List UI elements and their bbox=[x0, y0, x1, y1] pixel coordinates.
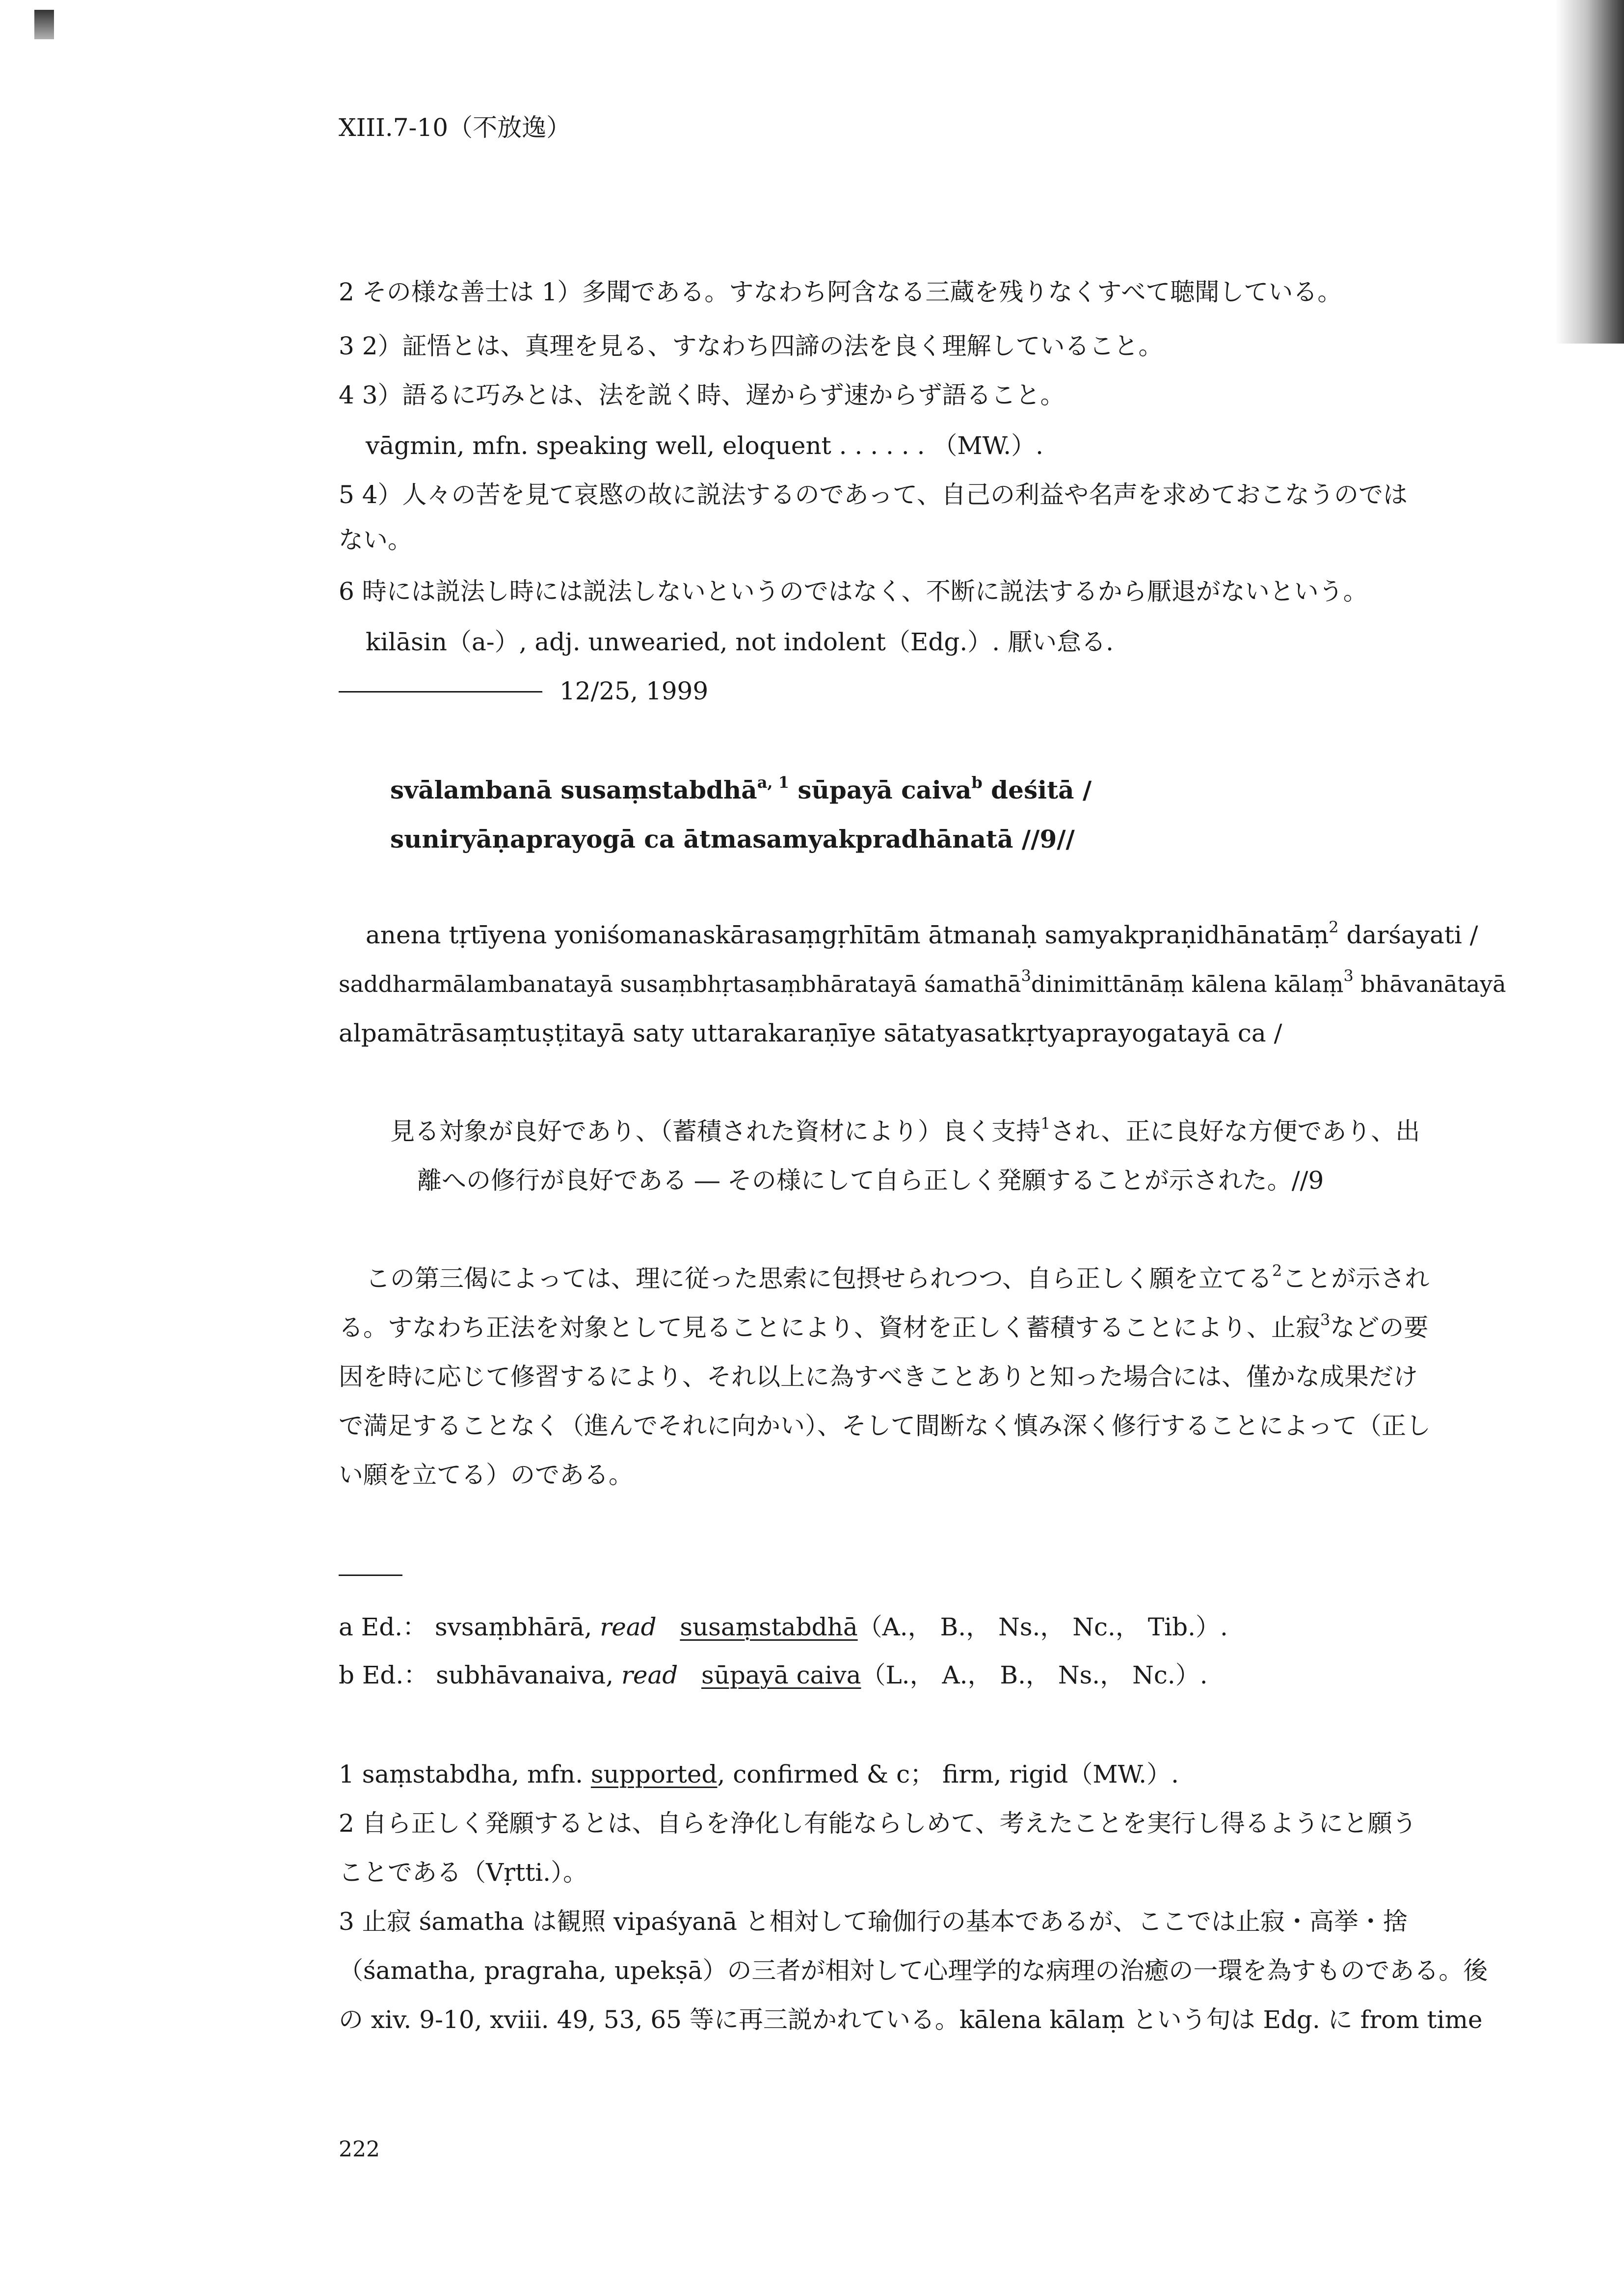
note-5-line-1: 5 4）人々の苦を見て哀愍の故に説法するのであって、自己の利益や名声を求めておこなうのでは bbox=[339, 481, 1408, 509]
date-line: 12/25, 1999 bbox=[559, 677, 709, 705]
explanation-line-1 bbox=[366, 1261, 1430, 1293]
verse-line-1-part-c: deśitā / bbox=[982, 775, 1092, 804]
footnote-b bbox=[339, 1660, 1208, 1690]
note-2: 2 その様な善士は 1）多聞である。すなわち阿含なる三蔵を残りなくすべて聴聞している。 bbox=[339, 278, 1342, 306]
commentary-line-3: alpamātrāsaṃtuṣṭitayā saty uttarakaraṇīye sātatyasatkṛtyaprayogatayā ca / bbox=[339, 1019, 1282, 1047]
note-4-dictionary: vāgmin, mfn. speaking well, eloquent . . . . . . （MW.）. bbox=[366, 431, 1044, 460]
commentary-line-2-sup-1: 3 bbox=[1021, 966, 1031, 985]
commentary-line-2-part-a: saddharmālambanatayā susaṃbhṛtasaṃbhāratayā śamathā bbox=[339, 971, 1021, 997]
explanation-line-3: 因を時に応じて修習するにより、それ以上に為すべきことありと知った場合には、僅かな成果だけ bbox=[339, 1362, 1418, 1391]
footnote-b-read: read bbox=[621, 1661, 678, 1689]
explanation-line-2 bbox=[339, 1310, 1429, 1342]
note-6: 6 時には説法し時には説法しないというのではなく、不断に説法するから厭退がないという。 bbox=[339, 577, 1368, 606]
explanation-line-2-part-a: る。すなわち正法を対象として見ることにより、資材を正しく蓄積することにより、止寂 bbox=[339, 1313, 1320, 1342]
footnote-2-line-2: ことである（Vṛtti.）。 bbox=[339, 1858, 588, 1887]
footnote-1-underlined: supported bbox=[590, 1760, 718, 1789]
translation-line-1-sup: 1 bbox=[1040, 1114, 1051, 1133]
commentary-line-2-part-b: dinimittānāṃ kālena kālaṃ bbox=[1031, 971, 1344, 997]
explanation-line-1-part-a: この第三偈によっては、理に従った思索に包摂せられつつ、自ら正しく願を立てる bbox=[366, 1264, 1272, 1293]
commentary-line-1-part-b: darśayati / bbox=[1338, 921, 1478, 949]
translation-line-1-part-b: され、正に良好な方便であり、出 bbox=[1050, 1117, 1420, 1146]
verse-line-1-sup-a: a, 1 bbox=[757, 773, 789, 792]
footnote-1 bbox=[339, 1760, 1179, 1789]
commentary-line-1 bbox=[366, 920, 1478, 950]
footnote-b-prefix: b Ed.： subhāvanaiva, bbox=[339, 1661, 621, 1689]
commentary-line-1-sup: 2 bbox=[1329, 918, 1339, 936]
verse-line-1-part-a: svālambanā susaṃstabdhā bbox=[390, 775, 757, 804]
verse-line-2: suniryāṇaprayogā ca ātmasamyakpradhānatā //9// bbox=[390, 825, 1075, 854]
footnote-2-line-1: 2 自ら正しく発願するとは、自らを浄化し有能ならしめて、考えたことを実行し得るようにと願う bbox=[339, 1809, 1417, 1838]
footnote-1-prefix: 1 saṃstabdha, mfn. bbox=[339, 1760, 591, 1789]
note-3: 3 2）証悟とは、真理を見る、すなわち四諦の法を良く理解していること。 bbox=[339, 332, 1163, 360]
footnote-1-suffix: , confirmed & c； firm, rigid（MW.）. bbox=[717, 1760, 1179, 1789]
explanation-line-1-sup: 2 bbox=[1272, 1261, 1282, 1280]
footnote-a-reading: susaṃstabdhā bbox=[680, 1613, 858, 1641]
footnote-b-reading: sūpayā caiva bbox=[701, 1661, 861, 1689]
footnote-3-line-1: 3 止寂 śamatha は観照 vipaśyanā と相対して瑜伽行の基本であるが、ここでは止寂・高挙・捨 bbox=[339, 1907, 1408, 1936]
running-head: XIII.7-10（不放逸） bbox=[339, 113, 571, 142]
footnote-a-suffix: （A.， B.， Ns.， Nc.， Tib.）. bbox=[857, 1613, 1228, 1641]
translation-line-1 bbox=[390, 1114, 1420, 1146]
page-number: 222 bbox=[339, 2137, 380, 2162]
scan-shadow-right bbox=[1555, 0, 1624, 344]
note-5-line-2: ない。 bbox=[339, 526, 412, 554]
footnote-a-prefix: a Ed.： svsaṃbhārā, bbox=[339, 1613, 600, 1641]
date-rule bbox=[339, 691, 542, 693]
footnote-a bbox=[339, 1612, 1228, 1642]
explanation-line-1-part-b: ことが示され bbox=[1282, 1264, 1430, 1293]
commentary-line-2 bbox=[339, 966, 1506, 999]
verse-line-1-sup-b: b bbox=[971, 773, 983, 792]
note-6-dictionary: kilāsin（a-）, adj. unwearied, not indolent（Edg.）. 厭い怠る. bbox=[366, 628, 1114, 656]
explanation-line-5: い願を立てる）のである。 bbox=[339, 1461, 633, 1489]
explanation-line-2-part-b: などの要 bbox=[1330, 1313, 1429, 1342]
scan-mark-left bbox=[34, 10, 54, 39]
commentary-line-2-part-c: bhāvanātayā bbox=[1353, 971, 1506, 997]
verse-line-1 bbox=[390, 775, 1092, 805]
footnote-b-suffix: （L.， A.， B.， Ns.， Nc.）. bbox=[861, 1661, 1208, 1689]
translation-line-2: 離への修行が良好である ― その様にして自ら正しく発願することが示された。//9 bbox=[417, 1166, 1324, 1195]
explanation-line-2-sup: 3 bbox=[1320, 1310, 1331, 1329]
footnote-3-line-2: （śamatha, pragraha, upekṣā）の三者が相対して心理学的な病理の治癒の一環を為すものである。後 bbox=[339, 1956, 1488, 1985]
footnote-a-read: read bbox=[600, 1613, 657, 1641]
note-4: 4 3）語るに巧みとは、法を説く時、遅からず速からず語ること。 bbox=[339, 381, 1065, 409]
translation-line-1-part-a: 見る対象が良好であり、（蓄積された資材により）良く支持 bbox=[390, 1117, 1040, 1146]
verse-line-1-part-b: sūpayā caiva bbox=[789, 775, 972, 804]
footnote-3-line-3: の xiv. 9-10, xviii. 49, 53, 65 等に再三説かれている。kālena kālaṃ という句は Edg. に from time bbox=[339, 2005, 1483, 2034]
explanation-line-4: で満足することなく（進んでそれに向かい）、そして間断なく慎み深く修行することによって（正し bbox=[339, 1412, 1431, 1440]
commentary-line-2-sup-2: 3 bbox=[1343, 966, 1354, 985]
footnote-separator bbox=[339, 1575, 402, 1576]
commentary-line-1-part-a: anena tṛtīyena yoniśomanaskārasaṃgṛhītām ātmanaḥ samyakpraṇidhānatāṃ bbox=[366, 921, 1329, 949]
